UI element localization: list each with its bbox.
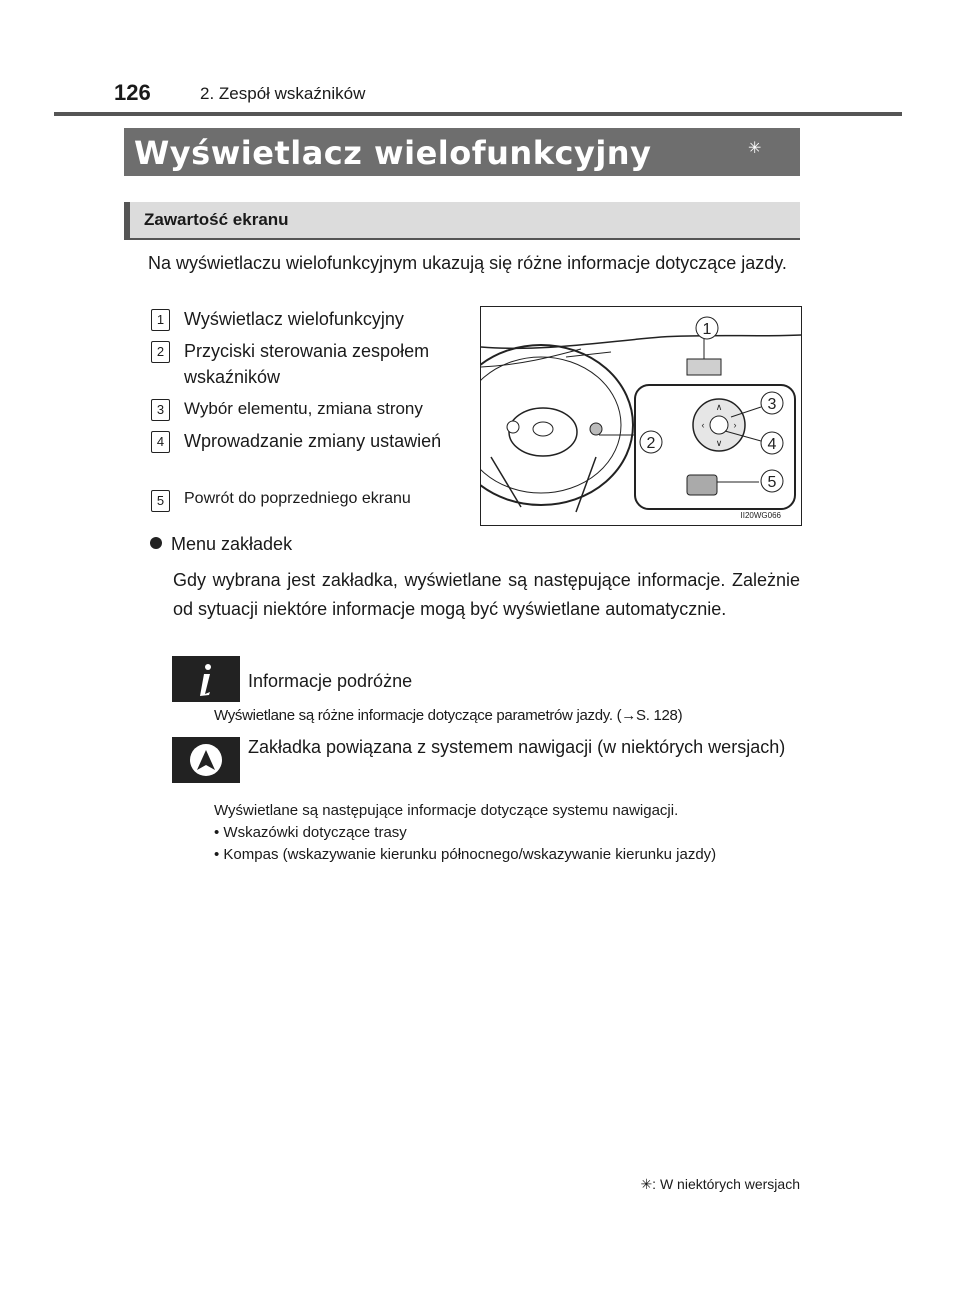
menu-bullet-label: Menu zakładek <box>171 534 293 554</box>
svg-text:›: › <box>733 420 737 430</box>
footnote-text: : W niektórych wersjach <box>652 1176 800 1192</box>
item-number-2: 2 <box>151 341 170 363</box>
page-number: 126 <box>114 80 151 105</box>
bullet-dot-icon <box>150 537 162 549</box>
callout-2: 2 <box>646 435 656 452</box>
footnote <box>640 1176 800 1193</box>
svg-text:∧: ∧ <box>715 402 723 412</box>
header-rule <box>54 112 902 116</box>
item-number-1: 1 <box>151 309 170 331</box>
trip-info-desc <box>214 705 800 726</box>
menu-paragraph: Gdy wybrana jest zakładka, wyświetlane są następujące informacje. Zależnie od sytuacji niektóre informacje mogą być wyświetlane automatycznie. <box>173 570 800 619</box>
callout-4: 4 <box>767 436 777 453</box>
navigation-icon <box>172 737 240 783</box>
trip-info-desc-text: Wyświetlane są różne informacje dotyczące parametrów jazdy. ( <box>214 707 622 724</box>
page-reference-link[interactable]: S. 128) <box>636 707 683 724</box>
item-number-4: 4 <box>151 431 170 453</box>
svg-text:∨: ∨ <box>715 438 723 448</box>
trip-info-title: Informacje podróżne <box>248 671 413 691</box>
subsection-title: Zawartość ekranu <box>144 210 289 229</box>
menu-bullet <box>150 534 292 555</box>
subsection-bar <box>124 202 800 240</box>
navigation-desc: Wyświetlane są następujące informacje dotyczące systemu nawigacji. <box>214 802 679 819</box>
item-label-4: Wprowadzanie zmiany ustawień <box>184 431 442 451</box>
item-label-1: Wyświetlacz wielofunkcyjny <box>184 309 404 329</box>
asterisk-marker: ✳ <box>748 140 762 157</box>
illustration-code: II20WG066 <box>740 511 781 520</box>
navigation-bullet-2: • Kompas (wskazywanie kierunku północnego/wskazywanie kierunku jazdy) <box>214 846 717 863</box>
item-label-2: Przyciski sterowania zespołem wskaźników <box>184 341 430 387</box>
chapter-title: 2. Zespół wskaźników <box>200 84 366 103</box>
svg-text:‹: ‹ <box>701 420 705 430</box>
intro-text: Na wyświetlaczu wielofunkcyjnym ukazują się różne informacje dotyczące jazdy. <box>148 253 787 273</box>
dashboard-drawing <box>481 307 801 525</box>
footnote-marker: ✳ <box>640 1176 653 1192</box>
arrow-right-icon: → <box>621 707 636 724</box>
callout-5: 5 <box>767 474 777 491</box>
section-title: Wyświetlacz wielofunkcyjny <box>134 134 652 172</box>
item-label-5: Powrót do poprzedniego ekranu <box>184 490 411 507</box>
callout-3: 3 <box>767 396 777 413</box>
info-icon <box>172 656 240 702</box>
section-title-bar <box>124 128 800 176</box>
item-number-5: 5 <box>151 490 170 512</box>
item-number-3: 3 <box>151 399 170 421</box>
steering-wheel-illustration <box>480 306 802 526</box>
navigation-bullet-1: • Wskazówki dotyczące trasy <box>214 824 407 841</box>
item-label-3: Wybór elementu, zmiana strony <box>184 399 423 418</box>
callout-1: 1 <box>702 321 712 338</box>
navigation-tab-title: Zakładka powiązana z systemem nawigacji (w niektórych wersjach) <box>248 737 786 757</box>
